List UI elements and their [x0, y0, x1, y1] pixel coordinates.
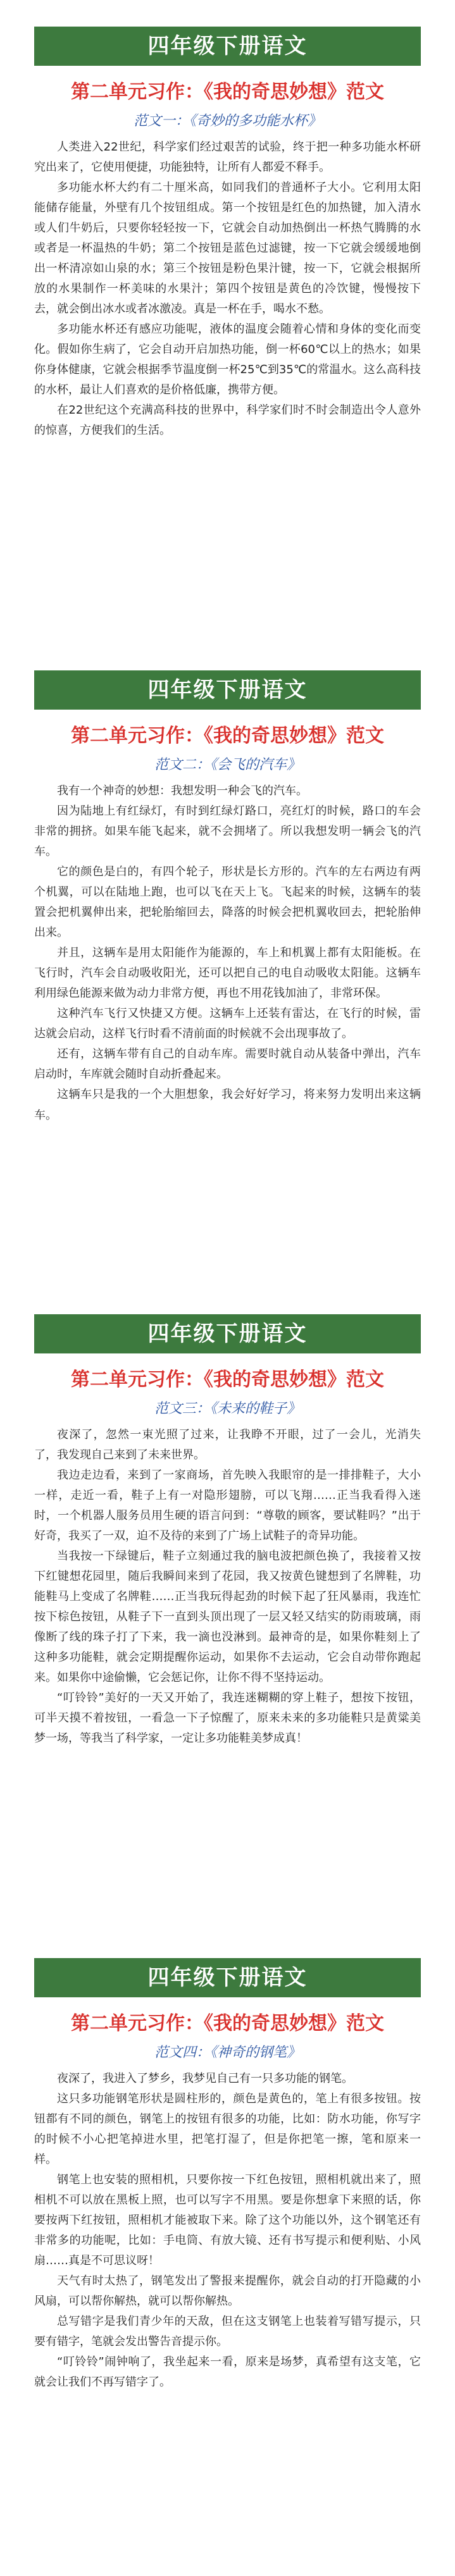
grade-banner: 四年级下册语文 [34, 27, 421, 66]
grade-banner: 四年级下册语文 [34, 670, 421, 710]
paragraph: 还有，这辆车带有自己的自动车库。需要时就自动从装备中弹出，汽车启动时，车库就会随时自动折叠起来。 [34, 1047, 421, 1082]
paragraph: 我边走边看，来到了一家商场，首先映入我眼帘的是一排排鞋子，大小一样，走近一看，鞋子上有一对隐形翅膀，可以飞翔……正当我看得入迷时，一个机器人服务员用生硬的语言问到：“尊敬的顾客，要试鞋吗？”出于好奇，我买了一双，迫不及待的来到了广场上试鞋子的奇异功能。 [34, 1469, 421, 1543]
paragraph: 这只多功能钢笔形状是圆柱形的，颜色是黄色的，笔上有很多按钮。按钮都有不同的颜色，钢笔上的按钮有很多的功能，比如：防水功能，你写字的时候不小心把笔掉进水里，把笔打湿了，但是你把笔一擦，笔和原来一样。 [34, 2092, 421, 2167]
essay-section-1 [0, 0, 455, 644]
paragraph: 我有一个神奇的妙想：我想发明一种会飞的汽车。 [57, 784, 308, 798]
essay-body [34, 1425, 421, 1749]
paragraph: 多功能水杯大约有二十厘米高，如同我们的普通杯子大小。它利用太阳能储存能量，外壁有几个按钮组成。第一个按钮是红色的加热键，加入清水或人们牛奶后，只要你轻轻按一下，它就会自动加热倒出一杯热气腾腾的水或者是一杯温热的牛奶；第二个按钮是蓝色过滤键，按一下它就会缓缓地倒出一杯清凉如山泉的水；第三个按钮是粉色果汁键，按一下，它就会根据所放的水果制作一杯美味的水果汁；第四个按钮是黄色的冷饮键，慢慢按下去，就会倒出冰水或者冰激凌。真是一杯在手，喝水不愁。 [34, 181, 421, 316]
paragraph: 夜深了，我进入了梦乡，我梦见自己有一只多功能的钢笔。 [57, 2072, 353, 2085]
grade-banner: 四年级下册语文 [34, 1314, 421, 1353]
paragraph: 在22世纪这个充满高科技的世界中，科学家们时不时会制造出令人意外的惊喜，方便我们的生活。 [34, 404, 421, 438]
paragraph: 人类进入22世纪，科学家们经过艰苦的试验，终于把一种多功能水杯研究出来了，它使用便捷，功能独特，让所有人都爱不释手。 [34, 140, 421, 175]
unit-title: 第二单元习作：《我的奇思妙想》范文 [71, 2012, 384, 2035]
sample-title: 范文三：《未来的鞋子》 [154, 1401, 301, 1417]
paragraph: 当我按一下绿键后，鞋子立刻通过我的脑电波把颜色换了，我接着又按下红键想花园里，随后我瞬间来到了花园，我又按黄色键想到了名牌鞋，功能鞋马上变成了名牌鞋……正当我玩得起劲的时候下起了狂风暴雨，我连忙按下棕色按钮，从鞋子下一直到头顶出现了一层又轻又结实的防雨玻璃，雨像断了线的珠子打了下来，我一滴也没淋到。最神奇的是，如果你鞋刻上了这种多功能鞋，就会定期提醒你运动，如果你不去运动，它会自动带你跑起来。如果你中途偷懒，它会惩记你，让你不得不坚持运动。 [34, 1550, 421, 1685]
sample-title: 范文二：《会飞的汽车》 [154, 757, 301, 773]
essay-body [34, 781, 421, 1126]
paragraph: 这种汽车飞行又快捷又方便。这辆车上还装有雷达，在飞行的时候，雷达就会启动，这样飞行时看不清前面的时候就不会出现事故了。 [34, 1007, 421, 1041]
paragraph: 多功能水杯还有感应功能呢，液体的温度会随着心情和身体的变化而变化。假如你生病了，它会自动开启加热功能，倒一杯60℃以上的热水；如果你身体健康，它就会根据季节温度倒一杯25℃到35℃的常温水。这么高科技的水杯，最让人们喜欢的是价格低廉，携带方便。 [34, 323, 421, 397]
unit-title: 第二单元习作：《我的奇思妙想》范文 [71, 1369, 384, 1391]
paragraph: 这辆车只是我的一个大胆想象，我会好好学习，将来努力发明出来这辆车。 [34, 1088, 421, 1122]
paragraph: 并且，这辆车是用太阳能作为能源的，车上和机翼上都有太阳能板。在飞行时，汽车会自动吸收阳光，还可以把自己的电自动吸收太阳能。这辆车利用绿色能源来做为动力非常方便，再也不用花钱加油了，非常环保。 [34, 946, 421, 1001]
sample-title: 范文一：《奇妙的多功能水杯》 [133, 113, 321, 129]
paragraph: “叮铃铃”美好的一天又开始了，我连迷糊糊的穿上鞋子，想按下按钮，可半天摸不着按钮，一看急一下子惊醒了，原来未来的多功能鞋只是黄粱美梦一场，等我当了科学家，一定让多功能鞋美梦成真！ [34, 1691, 421, 1746]
unit-title: 第二单元习作：《我的奇思妙想》范文 [71, 725, 384, 747]
paragraph: 它的颜色是白的，有四个轮子，形状是长方形的。汽车的左右两边有两个机翼，可以在陆地上跑，也可以飞在天上飞。飞起来的时候，这辆车的装置会把机翼伸出来，把轮胎缩回去，降落的时候会把机翼收回去，把轮胎伸出来。 [34, 865, 421, 940]
paragraph: 因为陆地上有红绿灯，有时到红绿灯路口，亮红灯的时候，路口的车会非常的拥挤。如果车能飞起来，就不会拥堵了。所以我想发明一辆会飞的汽车。 [34, 804, 421, 859]
essay-body [34, 2069, 421, 2393]
grade-banner: 四年级下册语文 [34, 1958, 421, 1997]
paragraph: 总写错字是我们青少年的天敌，但在这支钢笔上也装着写错写提示，只要有错字，笔就会发出警告音提示你。 [34, 2315, 421, 2349]
essay-section-4 [0, 1932, 455, 2575]
essay-section-3 [0, 1288, 455, 1932]
essay-section-2 [0, 644, 455, 1288]
paragraph: 天气有时太热了，钢笔发出了警报来提醒你，就会自动的打开隐藏的小风扇，可以帮你解热，就可以帮你解热。 [34, 2274, 421, 2308]
sample-title: 范文四：《神奇的钢笔》 [154, 2045, 301, 2061]
paragraph: “叮铃铃”闹钟响了，我坐起来一看，原来是场梦，真希望有这支笔，它就会让我们不再写错字了。 [34, 2355, 421, 2389]
paragraph: 夜深了，忽然一束光照了过来，让我睁不开眼，过了一会儿，光消失了，我发现自己来到了未来世界。 [34, 1428, 421, 1462]
essay-body [34, 137, 421, 441]
unit-title: 第二单元习作：《我的奇思妙想》范文 [71, 81, 384, 103]
paragraph: 钢笔上也安装的照相机，只要你按一下红色按钮，照相机就出来了，照相机不可以放在黑板上照，也可以写字不用黑。要是你想拿下来照的话，你要按两下红按钮，照相机才能被取下来。除了这个功能以外，这个钢笔还有非常多的功能呢，比如：手电筒、有放大镜、还有书写提示和便利贴、小风扇……真是不可思议呀！ [34, 2173, 421, 2268]
